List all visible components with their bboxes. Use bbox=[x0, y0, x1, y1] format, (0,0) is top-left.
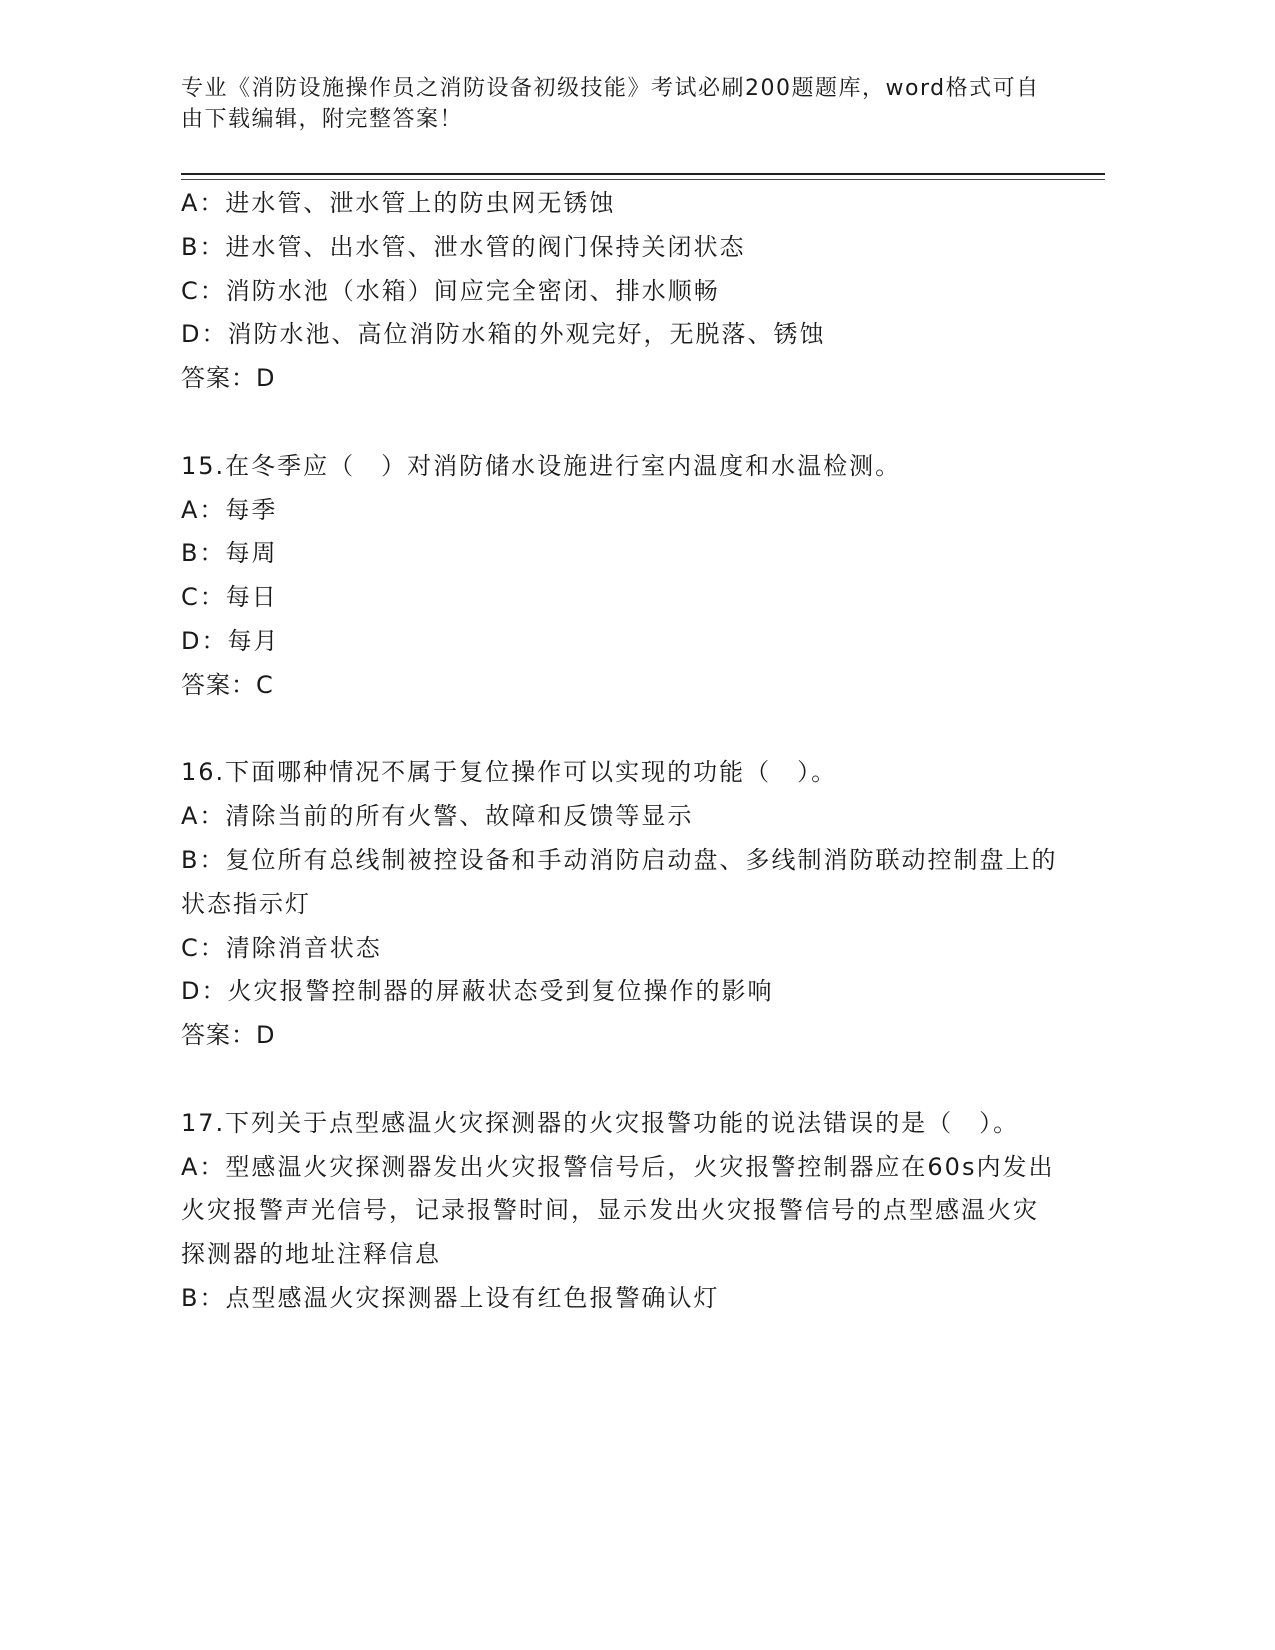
question-list bbox=[181, 182, 1061, 1321]
question-text: 17.下列关于点型感温火灾探测器的火灾报警功能的说法错误的是（ ）。 bbox=[181, 1108, 1020, 1137]
question-text: 15.在冬季应（ ）对消防储水设施进行室内温度和水温检测。 bbox=[181, 451, 902, 480]
option-b: B：复位所有总线制被控设备和手动消防启动盘、多线制消防联动控制盘上的状态指示灯 bbox=[181, 845, 1058, 918]
option-a: A：每季 bbox=[181, 495, 278, 524]
option-a: A：清除当前的所有火警、故障和反馈等显示 bbox=[181, 802, 694, 831]
option-c: C：清除消音状态 bbox=[181, 933, 382, 962]
option-d: D：每月 bbox=[181, 626, 280, 655]
header-divider-thick bbox=[181, 173, 1105, 175]
question-15 bbox=[181, 445, 1061, 708]
option-b: B：每周 bbox=[181, 539, 278, 568]
option-b: B：进水管、出水管、泄水管的阀门保持关闭状态 bbox=[181, 232, 746, 261]
option-d: D：火灾报警控制器的屏蔽状态受到复位操作的影响 bbox=[181, 977, 774, 1006]
option-d: D：消防水池、高位消防水箱的外观完好，无脱落、锈蚀 bbox=[181, 320, 826, 349]
option-a: A：进水管、泄水管上的防虫网无锈蚀 bbox=[181, 189, 616, 217]
question-text: 16.下面哪种情况不属于复位操作可以实现的功能（ ）。 bbox=[181, 758, 838, 787]
question-16 bbox=[181, 751, 1061, 1058]
question-14 bbox=[181, 182, 1061, 401]
answer: 答案：D bbox=[181, 1021, 276, 1050]
document-header: 专业《消防设施操作员之消防设备初级技能》考试必刷200题题库，word格式可自由下载编辑，附完整答案！ bbox=[181, 76, 1040, 132]
option-c: C：每日 bbox=[181, 583, 278, 612]
answer: 答案：D bbox=[181, 364, 276, 393]
option-b: B：点型感温火灾探测器上设有红色报警确认灯 bbox=[181, 1283, 720, 1312]
option-a: A：型感温火灾探测器发出火灾报警信号后，火灾报警控制器应在60s内发出火灾报警声光信号，记录报警时间，显示发出火灾报警信号的点型感温火灾探测器的地址注释信息 bbox=[181, 1152, 1055, 1269]
header-divider-thin bbox=[181, 179, 1105, 180]
option-c: C：消防水池（水箱）间应完全密闭、排水顺畅 bbox=[181, 276, 720, 305]
question-17 bbox=[181, 1102, 1061, 1321]
answer: 答案：C bbox=[181, 670, 274, 699]
